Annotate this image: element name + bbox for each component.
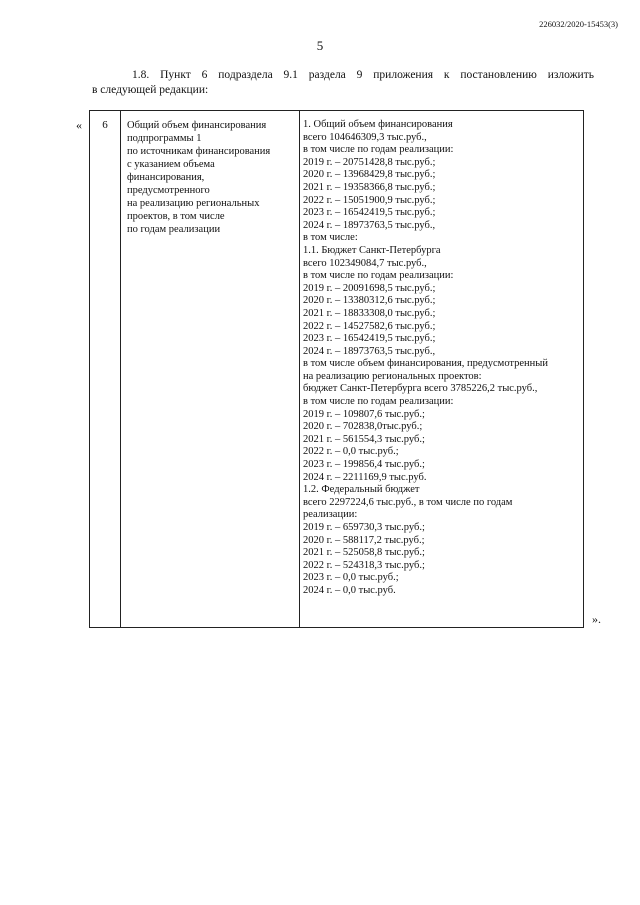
content-line: 2021 г. – 19358366,8 тыс.руб.;: [303, 181, 436, 193]
content-cell: [300, 111, 583, 627]
label-cell: [121, 111, 300, 627]
label-line: с указанием объема: [127, 159, 215, 170]
label-line: по годам реализации: [127, 224, 221, 235]
content-line: 2020 г. – 13380312,6 тыс.руб.;: [303, 295, 436, 307]
content-line: 2021 г. – 561554,3 тыс.руб.;: [303, 433, 425, 445]
content-line: 2022 г. – 524318,3 тыс.руб.;: [303, 559, 425, 571]
content-line: 2024 г. – 18973763,5 тыс.руб.,: [303, 345, 436, 357]
content-line: в том числе по годам реализации:: [303, 144, 454, 156]
content-line: 2023 г. – 199856,4 тыс.руб.;: [303, 459, 425, 471]
label-line: предусмотренного: [127, 185, 210, 196]
label-line: на реализацию региональных: [127, 198, 260, 209]
content-line: 1.2. Федеральный бюджет: [303, 484, 420, 496]
content-line: в том числе по годам реализации:: [303, 396, 454, 408]
content-line: 2023 г. – 0,0 тыс.руб.;: [303, 572, 399, 584]
content-line: 2021 г. – 18833308,0 тыс.руб.;: [303, 307, 436, 319]
content-line: 2019 г. – 20091698,5 тыс.руб.;: [303, 282, 436, 294]
content-line: в том числе по годам реализации:: [303, 270, 454, 282]
intro-paragraph: [92, 68, 594, 98]
page-number: 5: [316, 38, 324, 53]
content-line: 2019 г. – 20751428,8 тыс.руб.;: [303, 156, 436, 168]
content-line: 2022 г. – 0,0 тыс.руб.;: [303, 446, 399, 458]
label-line: подпрограммы 1: [127, 133, 202, 144]
content-line: 2019 г. – 659730,3 тыс.руб.;: [303, 522, 425, 533]
document-registration-number: 226032/2020-15453(3): [539, 19, 618, 29]
content-line: на реализацию региональных проектов:: [303, 370, 482, 382]
content-line: 2023 г. – 16542419,5 тыс.руб.;: [303, 207, 436, 219]
intro-line-1: 1.8. Пункт 6 подраздела 9.1 раздела 9 приложения к постановлению изложить: [132, 69, 594, 81]
label-line: проектов, в том числе: [127, 211, 225, 222]
content-line: реализации:: [303, 509, 358, 521]
content-line: бюджет Санкт-Петербурга всего 3785226,2 тыс.руб.,: [303, 383, 538, 395]
content-line: 2020 г. – 588117,2 тыс.руб.;: [303, 534, 425, 546]
content-line: 1.1. Бюджет Санкт-Петербурга: [303, 244, 441, 256]
label-line: по источникам финансирования: [127, 146, 271, 157]
content-line: 2024 г. – 0,0 тыс.руб.: [303, 584, 396, 596]
content-line: 2022 г. – 15051900,9 тыс.руб.;: [303, 194, 436, 206]
content-line: 2020 г. – 702838,0тыс.руб.;: [303, 421, 423, 433]
closing-quote: ».: [592, 612, 601, 626]
content-line: 2024 г. – 18973763,5 тыс.руб.,: [303, 219, 436, 231]
content-line: 2023 г. – 16542419,5 тыс.руб.;: [303, 333, 436, 345]
content-line: всего 102349084,7 тыс.руб.,: [303, 257, 427, 269]
content-line: 2022 г. – 14527582,6 тыс.руб.;: [303, 320, 436, 332]
content-line: всего 2297224,6 тыс.руб., в том числе по годам: [303, 496, 513, 508]
label-line: финансирования,: [127, 172, 205, 183]
content-line: 2019 г. – 109807,6 тыс.руб.;: [303, 408, 425, 420]
content-line: 1. Общий объем финансирования: [303, 119, 453, 130]
opening-quote: «: [76, 118, 82, 132]
label-line: Общий объем финансирования: [127, 120, 267, 131]
content-line: 2020 г. – 13968429,8 тыс.руб.;: [303, 169, 436, 181]
content-line: всего 104646309,3 тыс.руб.,: [303, 131, 427, 143]
content-line: в том числе:: [303, 232, 358, 244]
row-number-cell: 6: [90, 111, 121, 627]
content-line: 2024 г. – 2211169,9 тыс.руб.: [303, 471, 427, 483]
content-line: в том числе объем финансирования, предусмотренный: [303, 358, 548, 370]
financing-table: [89, 110, 584, 628]
intro-line-2: в следующей редакции:: [92, 84, 209, 96]
content-line: 2021 г. – 525058,8 тыс.руб.;: [303, 547, 425, 559]
